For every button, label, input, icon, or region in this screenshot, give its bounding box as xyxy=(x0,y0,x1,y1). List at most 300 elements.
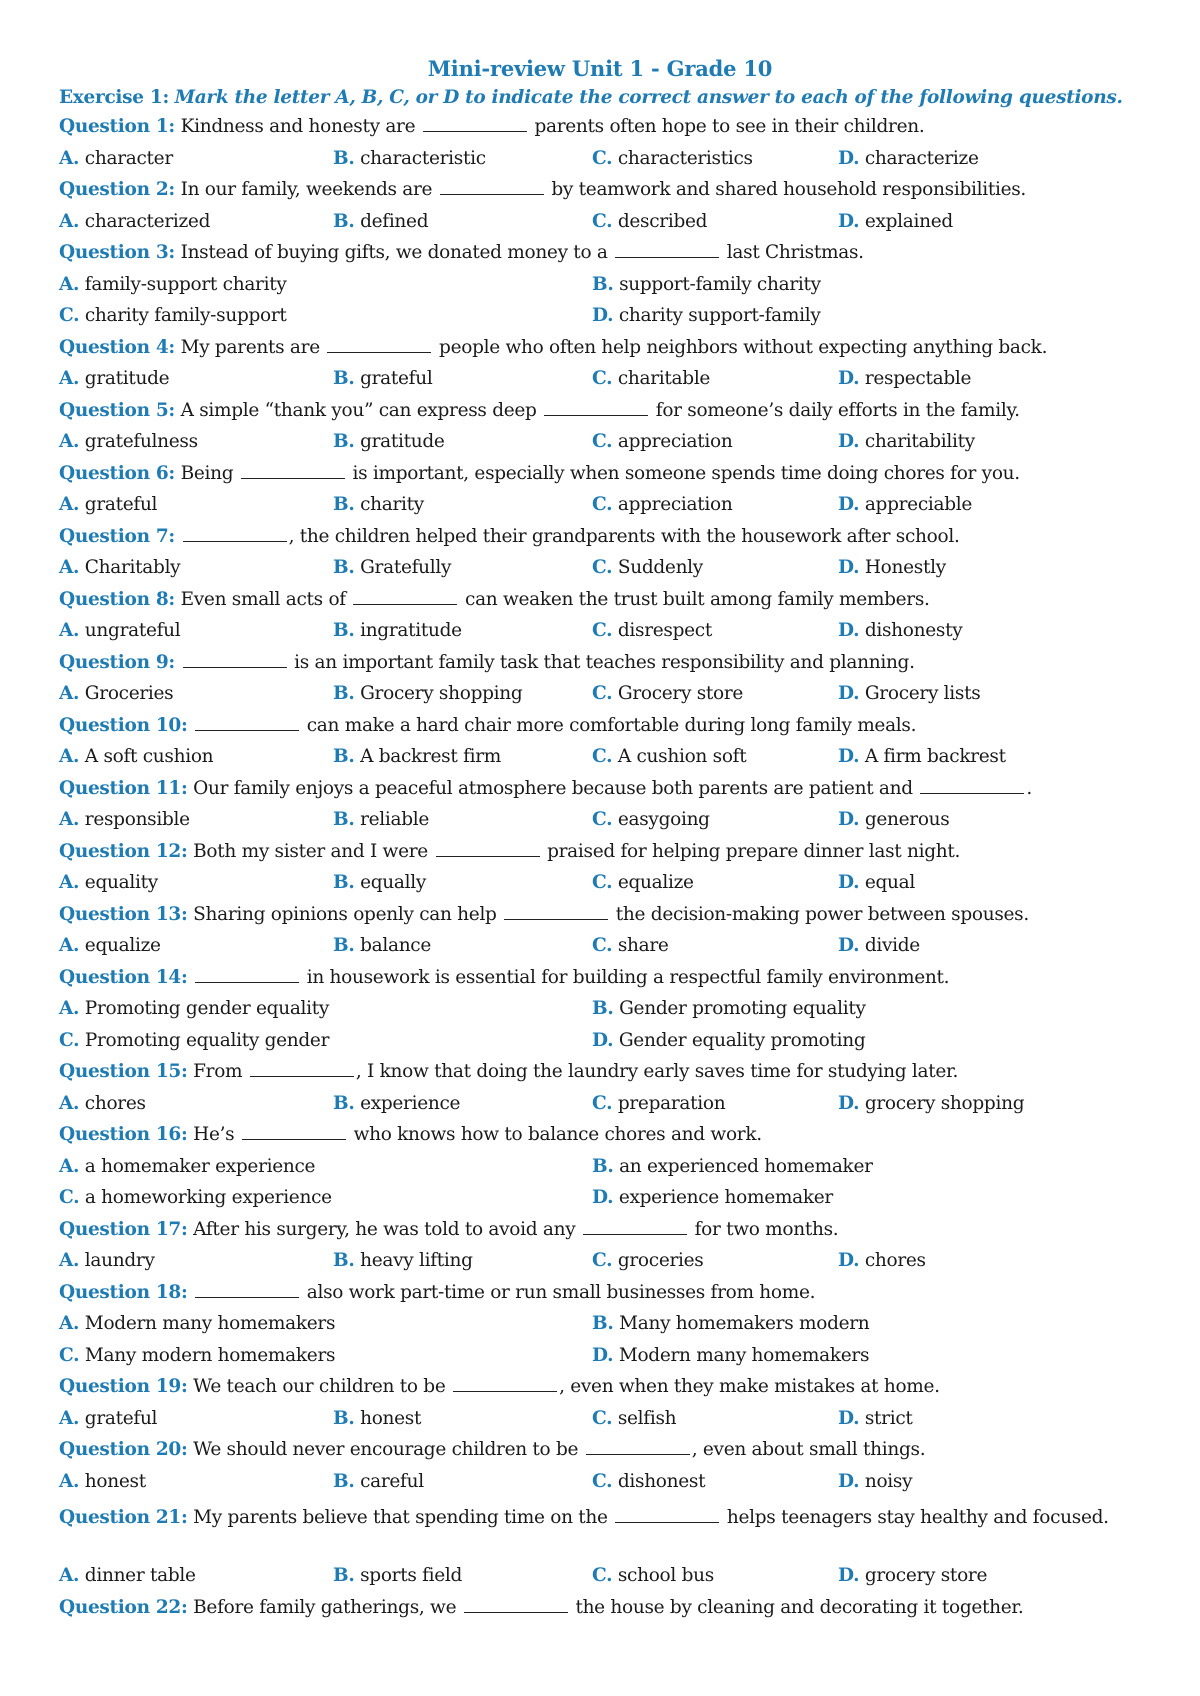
option-letter: C. xyxy=(592,1250,613,1271)
option-text: preparation xyxy=(617,1092,726,1114)
option-text: Gender promoting equality xyxy=(619,998,866,1019)
question-stem xyxy=(59,1502,1149,1533)
option-text: Many modern homemakers xyxy=(84,1344,336,1366)
question-label: Question 5: xyxy=(59,399,175,421)
question-text-after: by teamwork and shared household responsibilities. xyxy=(551,179,1027,200)
answer-option[interactable] xyxy=(838,557,946,578)
question-text-before: Being xyxy=(180,462,234,484)
answer-option[interactable] xyxy=(592,211,707,232)
option-text: gratitude xyxy=(360,431,445,452)
option-letter: B. xyxy=(592,273,614,295)
option-text: dishonesty xyxy=(864,620,963,641)
option-letter: A. xyxy=(59,1407,80,1429)
question-text-before: Instead of buying gifts, we donated money to a xyxy=(180,242,608,263)
question-label: Question 19: xyxy=(59,1376,188,1397)
option-text: careful xyxy=(360,1470,424,1492)
option-text: divide xyxy=(864,935,920,956)
answer-option[interactable] xyxy=(59,557,180,578)
option-text: sports field xyxy=(360,1565,463,1586)
question-stem xyxy=(59,1282,1149,1303)
answer-option[interactable] xyxy=(333,1093,460,1114)
option-letter: A. xyxy=(59,998,80,1019)
option-text: charity xyxy=(360,494,424,515)
question-stem xyxy=(59,652,1149,673)
answer-option[interactable] xyxy=(592,872,694,893)
answer-option[interactable] xyxy=(592,368,710,389)
question-text-before: We should never encourage children to be xyxy=(193,1439,579,1460)
answer-option[interactable] xyxy=(333,872,426,893)
question-text-before: Even small acts of xyxy=(180,588,346,610)
option-letter: D. xyxy=(838,1092,860,1114)
question-stem xyxy=(59,715,1149,736)
option-letter: D. xyxy=(838,1250,860,1271)
option-text: laundry xyxy=(84,1250,155,1271)
option-letter: D. xyxy=(592,1187,614,1208)
question-text-after: can make a hard chair more comfortable during long family meals. xyxy=(306,714,917,736)
exercise-heading xyxy=(59,87,1149,108)
option-letter: C. xyxy=(592,431,613,452)
option-letter: B. xyxy=(333,494,355,515)
option-text: grocery shopping xyxy=(864,1092,1025,1114)
answer-option[interactable] xyxy=(333,431,445,452)
answer-option[interactable] xyxy=(592,935,669,956)
option-text: chores xyxy=(864,1250,926,1271)
answer-blank[interactable] xyxy=(353,590,457,605)
answer-option[interactable] xyxy=(59,872,158,893)
option-text: charity family-support xyxy=(84,305,287,326)
option-text: honest xyxy=(360,1407,422,1429)
answer-option[interactable] xyxy=(59,431,198,452)
option-letter: C. xyxy=(59,305,80,326)
answer-option[interactable] xyxy=(333,1408,421,1429)
option-letter: C. xyxy=(592,494,613,515)
option-letter: A. xyxy=(59,1250,80,1271)
option-text: Grocery store xyxy=(617,683,744,704)
option-letter: B. xyxy=(333,620,355,641)
answer-option[interactable] xyxy=(838,935,920,956)
option-text: support-family charity xyxy=(619,273,821,295)
question-stem xyxy=(59,1376,1149,1397)
option-letter: B. xyxy=(333,557,355,578)
answer-option[interactable] xyxy=(592,148,753,169)
option-letter: A. xyxy=(59,872,80,893)
option-text: A cushion soft xyxy=(617,746,747,767)
option-text: disrespect xyxy=(617,620,712,641)
answer-option[interactable] xyxy=(59,1156,315,1177)
option-letter: B. xyxy=(333,1565,355,1586)
question-stem xyxy=(59,116,1149,137)
option-letter: C. xyxy=(592,557,613,578)
option-text: ingratitude xyxy=(360,620,462,641)
question-text-after: for two months. xyxy=(694,1218,839,1240)
answer-option[interactable] xyxy=(59,998,329,1019)
question-label: Question 12: xyxy=(59,840,188,862)
question-label: Question 10: xyxy=(59,714,188,736)
answer-option[interactable] xyxy=(59,935,161,956)
answer-blank[interactable] xyxy=(183,653,287,668)
answer-option[interactable] xyxy=(592,1313,869,1334)
option-letter: D. xyxy=(838,746,860,767)
question-label: Question 20: xyxy=(59,1439,188,1460)
answer-option[interactable] xyxy=(333,1565,462,1586)
question-text-before: After his surgery, he was told to avoid any xyxy=(193,1218,576,1240)
option-letter: D. xyxy=(838,368,860,389)
answer-option[interactable] xyxy=(59,494,157,515)
option-text: honest xyxy=(84,1470,146,1492)
question-text-after: also work part-time or run small businesses from home. xyxy=(306,1281,816,1303)
answer-option[interactable] xyxy=(333,148,486,169)
option-letter: D. xyxy=(838,210,860,232)
option-text: grocery store xyxy=(864,1565,988,1586)
answer-option[interactable] xyxy=(592,809,710,830)
answer-option[interactable] xyxy=(592,1156,873,1177)
answer-option[interactable] xyxy=(59,274,287,295)
question-text-before: Both my sister and I were xyxy=(193,840,428,862)
answer-option[interactable] xyxy=(59,1565,196,1586)
option-letter: B. xyxy=(333,935,355,956)
answer-option[interactable] xyxy=(333,620,462,641)
option-letter: B. xyxy=(592,998,614,1019)
answer-option[interactable] xyxy=(592,746,746,767)
question-label: Question 14: xyxy=(59,966,188,988)
answer-option[interactable] xyxy=(838,211,953,232)
question-text-after: helps teenagers stay healthy and focused. xyxy=(726,1507,1109,1528)
answer-blank[interactable] xyxy=(250,1062,354,1077)
answer-option[interactable] xyxy=(592,1345,869,1366)
option-letter: B. xyxy=(333,746,355,767)
option-text: Honestly xyxy=(864,557,946,578)
answer-option[interactable] xyxy=(838,683,980,704)
option-letter: A. xyxy=(59,557,80,578)
answer-option[interactable] xyxy=(333,1471,424,1492)
answer-option[interactable] xyxy=(838,1093,1024,1114)
answer-option[interactable] xyxy=(333,683,522,704)
answer-option[interactable] xyxy=(59,305,287,326)
answer-option[interactable] xyxy=(59,148,173,169)
option-letter: B. xyxy=(333,1250,355,1271)
answer-option[interactable] xyxy=(592,1093,725,1114)
option-text: gratitude xyxy=(84,368,170,389)
answer-option[interactable] xyxy=(838,872,915,893)
option-letter: D. xyxy=(838,431,860,452)
question-stem xyxy=(59,589,1149,610)
answer-option[interactable] xyxy=(592,998,866,1019)
question-text-after: in housework is essential for building a respectful family environment. xyxy=(306,966,950,988)
option-text: selfish xyxy=(617,1407,677,1429)
option-letter: C. xyxy=(592,872,613,893)
option-text: dishonest xyxy=(617,1470,706,1492)
answer-blank[interactable] xyxy=(453,1377,557,1392)
option-text: groceries xyxy=(617,1250,704,1271)
option-text: experience xyxy=(360,1092,461,1114)
question-text-before: My parents believe that spending time on the xyxy=(193,1507,608,1528)
answer-blank[interactable] xyxy=(615,243,719,258)
option-text: responsible xyxy=(84,809,190,830)
option-text: characterized xyxy=(84,210,211,232)
answer-option[interactable] xyxy=(838,1471,912,1492)
question-text-after: , even about small things. xyxy=(691,1439,926,1460)
question-label: Question 21: xyxy=(59,1507,188,1528)
answer-blank[interactable] xyxy=(195,968,299,983)
option-letter: D. xyxy=(838,1565,860,1586)
question-text-before: My parents are xyxy=(180,336,320,358)
answer-blank[interactable] xyxy=(586,1440,690,1455)
answer-option[interactable] xyxy=(59,368,169,389)
option-letter: C. xyxy=(592,935,613,956)
answer-option[interactable] xyxy=(592,1408,676,1429)
question-text-before: We teach our children to be xyxy=(193,1376,446,1397)
answer-option[interactable] xyxy=(59,1187,332,1208)
option-text: characteristics xyxy=(617,147,753,169)
question-label: Question 9: xyxy=(59,651,175,673)
option-letter: D. xyxy=(592,305,614,326)
question-stem xyxy=(59,1061,1149,1082)
answer-option[interactable] xyxy=(333,935,431,956)
option-letter: B. xyxy=(592,1155,614,1177)
answer-blank[interactable] xyxy=(615,1508,719,1523)
answer-option[interactable] xyxy=(592,431,732,452)
option-letter: A. xyxy=(59,1155,80,1177)
question-label: Question 4: xyxy=(59,336,175,358)
option-letter: B. xyxy=(333,368,355,389)
question-text-after: people who often help neighbors without expecting anything back. xyxy=(439,336,1048,358)
option-text: a homeworking experience xyxy=(84,1187,332,1208)
option-text: dinner table xyxy=(84,1565,196,1586)
option-letter: A. xyxy=(59,273,80,295)
option-text: equalize xyxy=(617,872,694,893)
option-text: heavy lifting xyxy=(360,1250,473,1271)
answer-option[interactable] xyxy=(59,809,190,830)
option-letter: A. xyxy=(59,935,80,956)
answer-blank[interactable] xyxy=(327,338,431,353)
option-text: respectable xyxy=(864,368,972,389)
answer-option[interactable] xyxy=(838,494,972,515)
answer-blank[interactable] xyxy=(544,401,648,416)
answer-option[interactable] xyxy=(592,1250,703,1271)
question-label: Question 3: xyxy=(59,242,175,263)
option-text: equality xyxy=(84,872,158,893)
option-letter: A. xyxy=(59,368,80,389)
question-text-after: the house by cleaning and decorating it together. xyxy=(575,1596,1024,1618)
option-letter: B. xyxy=(333,683,355,704)
question-text-after: parents often hope to see in their children. xyxy=(534,116,925,137)
answer-option[interactable] xyxy=(592,274,821,295)
option-letter: D. xyxy=(838,494,860,515)
question-label: Question 13: xyxy=(59,903,188,925)
option-text: equally xyxy=(360,872,426,893)
option-text: Charitably xyxy=(84,557,181,578)
answer-option[interactable] xyxy=(838,620,962,641)
answer-option[interactable] xyxy=(59,1093,146,1114)
question-label: Question 7: xyxy=(59,525,175,547)
question-stem xyxy=(59,1597,1149,1618)
option-text: charity support-family xyxy=(618,305,821,326)
question-label: Question 2: xyxy=(59,179,175,200)
question-text-after: . xyxy=(1026,777,1032,799)
question-stem xyxy=(59,463,1149,484)
answer-option[interactable] xyxy=(59,1408,157,1429)
option-text: Grocery shopping xyxy=(360,683,523,704)
option-text: Groceries xyxy=(84,683,174,704)
option-letter: D. xyxy=(838,809,860,830)
question-stem xyxy=(59,400,1149,421)
option-letter: D. xyxy=(838,872,860,893)
answer-blank[interactable] xyxy=(183,527,287,542)
option-letter: C. xyxy=(592,809,613,830)
option-letter: C. xyxy=(592,147,613,169)
option-text: easygoing xyxy=(617,809,710,830)
question-label: Question 18: xyxy=(59,1281,188,1303)
question-label: Question 6: xyxy=(59,462,175,484)
option-text: Gratefully xyxy=(360,557,452,578)
option-text: appreciation xyxy=(617,494,733,515)
option-text: an experienced homemaker xyxy=(619,1155,873,1177)
answer-blank[interactable] xyxy=(464,1598,568,1613)
option-text: a homemaker experience xyxy=(84,1155,316,1177)
exercise-instruction: Mark the letter A, B, C, or D to indicate the correct answer to each of the following questions. xyxy=(174,87,1123,108)
option-letter: B. xyxy=(333,147,355,169)
option-letter: C. xyxy=(592,1092,613,1114)
question-text-after: is important, especially when someone spends time doing chores for you. xyxy=(352,462,1020,484)
option-letter: D. xyxy=(838,557,860,578)
option-letter: A. xyxy=(59,683,80,704)
answer-blank[interactable] xyxy=(436,842,540,857)
option-text: share xyxy=(617,935,669,956)
answer-blank[interactable] xyxy=(423,117,527,132)
question-text-before: Sharing opinions openly can help xyxy=(193,903,497,925)
option-letter: A. xyxy=(59,210,80,232)
question-text-before: Our family enjoys a peaceful atmosphere because both parents are patient and xyxy=(193,777,913,799)
option-text: Modern many homemakers xyxy=(84,1313,336,1334)
answer-option[interactable] xyxy=(59,1313,335,1334)
option-letter: A. xyxy=(59,431,80,452)
answer-blank[interactable] xyxy=(440,180,544,195)
option-text: character xyxy=(84,147,173,169)
option-letter: C. xyxy=(59,1344,80,1366)
answer-option[interactable] xyxy=(333,211,428,232)
question-stem xyxy=(59,337,1149,358)
answer-option[interactable] xyxy=(592,683,743,704)
option-letter: D. xyxy=(592,1029,614,1051)
answer-blank[interactable] xyxy=(195,716,299,731)
answer-option[interactable] xyxy=(59,683,173,704)
question-stem xyxy=(59,841,1149,862)
option-letter: C. xyxy=(592,210,613,232)
answer-blank[interactable] xyxy=(195,1283,299,1298)
option-letter: B. xyxy=(592,1313,614,1334)
answer-option[interactable] xyxy=(838,148,979,169)
option-text: school bus xyxy=(617,1565,714,1586)
option-text: Promoting equality gender xyxy=(84,1029,330,1051)
answer-blank[interactable] xyxy=(583,1220,687,1235)
question-label: Question 11: xyxy=(59,777,188,799)
option-letter: B. xyxy=(333,1407,355,1429)
answer-option[interactable] xyxy=(838,368,971,389)
option-text: defined xyxy=(360,210,429,232)
answer-option[interactable] xyxy=(333,557,451,578)
option-text: Modern many homemakers xyxy=(618,1344,870,1366)
option-text: characterize xyxy=(864,147,979,169)
question-text-before: From xyxy=(193,1061,243,1082)
answer-option[interactable] xyxy=(59,1250,155,1271)
option-text: charitability xyxy=(864,431,975,452)
question-text-after: praised for helping prepare dinner last night. xyxy=(547,840,961,862)
answer-option[interactable] xyxy=(333,494,424,515)
answer-option[interactable] xyxy=(838,1408,913,1429)
question-stem xyxy=(59,904,1149,925)
option-text: appreciable xyxy=(864,494,973,515)
answer-option[interactable] xyxy=(333,746,501,767)
answer-blank[interactable] xyxy=(241,464,345,479)
answer-option[interactable] xyxy=(592,1187,833,1208)
answer-option[interactable] xyxy=(838,1565,987,1586)
option-letter: A. xyxy=(59,147,80,169)
answer-blank[interactable] xyxy=(920,779,1024,794)
answer-option[interactable] xyxy=(592,1471,705,1492)
answer-option[interactable] xyxy=(59,1030,329,1051)
option-letter: A. xyxy=(59,809,80,830)
question-stem xyxy=(59,1219,1149,1240)
answer-option[interactable] xyxy=(592,557,703,578)
question-text-after: the decision-making power between spouses. xyxy=(615,903,1029,925)
question-stem xyxy=(59,967,1149,988)
option-letter: D. xyxy=(592,1344,614,1366)
answer-option[interactable] xyxy=(838,746,1006,767)
question-text-after: , even when they make mistakes at home. xyxy=(559,1376,940,1397)
option-letter: D. xyxy=(838,147,860,169)
option-text: characteristic xyxy=(360,147,486,169)
option-letter: B. xyxy=(333,872,355,893)
option-text: gratefulness xyxy=(84,431,198,452)
answer-option[interactable] xyxy=(59,746,213,767)
answer-option[interactable] xyxy=(333,809,429,830)
answer-option[interactable] xyxy=(333,368,432,389)
option-text: Many homemakers modern xyxy=(619,1313,870,1334)
answer-option[interactable] xyxy=(59,211,210,232)
question-stem xyxy=(59,1439,1149,1460)
option-letter: D. xyxy=(838,935,860,956)
answer-option[interactable] xyxy=(592,305,821,326)
exercise-label: Exercise 1: xyxy=(59,87,169,108)
answer-option[interactable] xyxy=(838,1250,926,1271)
question-text-after: for someone’s daily efforts in the family. xyxy=(655,399,1020,421)
option-letter: D. xyxy=(838,1470,860,1492)
answer-option[interactable] xyxy=(59,1471,146,1492)
option-text: experience homemaker xyxy=(618,1187,833,1208)
answer-option[interactable] xyxy=(59,1345,335,1366)
option-letter: A. xyxy=(59,746,80,767)
question-stem xyxy=(59,526,1149,547)
answer-option[interactable] xyxy=(59,620,180,641)
answer-blank[interactable] xyxy=(242,1125,346,1140)
option-letter: D. xyxy=(838,620,860,641)
option-text: grateful xyxy=(84,1407,158,1429)
option-letter: B. xyxy=(333,1092,355,1114)
question-stem xyxy=(59,1124,1149,1145)
answer-option[interactable] xyxy=(592,1030,865,1051)
question-label: Question 8: xyxy=(59,588,175,610)
answer-option[interactable] xyxy=(333,1250,473,1271)
answer-option[interactable] xyxy=(592,494,732,515)
answer-option[interactable] xyxy=(592,1565,714,1586)
option-text: appreciation xyxy=(617,431,733,452)
answer-option[interactable] xyxy=(838,809,949,830)
answer-option[interactable] xyxy=(838,431,975,452)
answer-blank[interactable] xyxy=(504,905,608,920)
question-text-after: , the children helped their grandparents with the housework after school. xyxy=(288,525,960,547)
option-text: noisy xyxy=(864,1470,913,1492)
answer-option[interactable] xyxy=(592,620,712,641)
